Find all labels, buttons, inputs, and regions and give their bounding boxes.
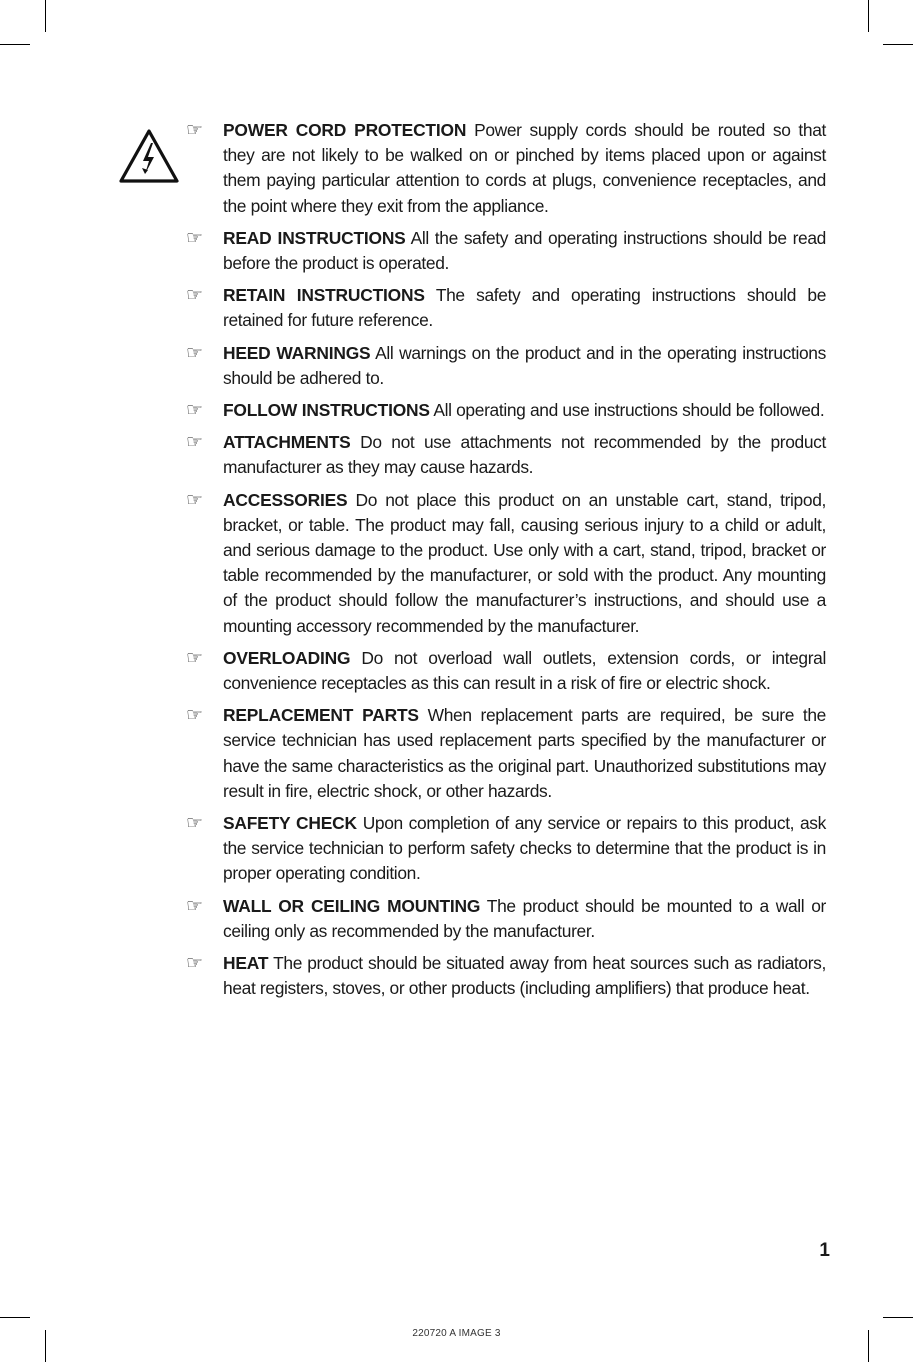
pointing-hand-icon: ☞: [186, 432, 204, 454]
pointing-hand-icon: ☞: [186, 895, 204, 917]
crop-mark: [868, 1330, 869, 1362]
crop-mark: [883, 1317, 913, 1318]
page-number: 1: [819, 1240, 830, 1261]
list-item-description: All the safety and operating instructions should be read before the product is operated.: [223, 227, 827, 274]
list-item-description: Upon completion of any service or repairs to this product, ask the service technician to perform safety checks to determine that the product is in proper operating condition.: [223, 813, 826, 884]
list-item-description: Do not place this product on an unstable cart, stand, tripod, bracket, or table. The product may fall, causing serious injury to a child or adult, and serious damage to the product. Use only with a cart, stand, tripod, bracket or table recommended by the manufacturer, or sold with the product. Any mounting of the product should follow the manufacturer’s instructions, and should use a mounting accessory recommended by the manufacturer.: [223, 489, 827, 636]
list-item-description: All operating and use instructions should be followed.: [433, 400, 825, 421]
list-item: [186, 283, 826, 333]
list-item-description: The safety and operating instructions should be retained for future reference.: [223, 285, 827, 331]
list-item-text: [223, 811, 826, 887]
list-item-title: SAFETY CHECK: [223, 813, 357, 834]
list-item-text: [223, 341, 826, 391]
list-item-description: The product should be mounted to a wall or ceiling only as recommended by the manufacturer.: [223, 895, 826, 941]
pointing-hand-icon: ☞: [186, 400, 204, 422]
list-item-title: OVERLOADING: [223, 647, 351, 668]
list-item-text: [223, 488, 826, 639]
list-item-title: REPLACEMENT PARTS: [223, 705, 419, 726]
list-item-text: [223, 951, 826, 1001]
pointing-hand-icon: ☞: [186, 953, 204, 975]
list-item-text: [223, 703, 826, 804]
list-item: [186, 951, 826, 1001]
list-item-description: All warnings on the product and in the operating instructions should be adhered to.: [223, 342, 826, 388]
pointing-hand-icon: ☞: [186, 120, 204, 141]
pointing-hand-icon: ☞: [186, 647, 204, 669]
crop-mark: [883, 44, 913, 45]
crop-mark: [45, 1330, 46, 1362]
list-item-title: RETAIN INSTRUCTIONS: [223, 285, 425, 306]
list-item-text: [223, 894, 826, 944]
list-item-title: ATTACHMENTS: [223, 432, 351, 453]
list-item: [186, 118, 826, 219]
crop-mark: [868, 0, 869, 32]
list-item-description: Do not overload wall outlets, extension cords, or integral convenience receptacles as this can result in a risk of fire or electric shock.: [223, 647, 826, 694]
list-item-text: [223, 118, 826, 219]
pointing-hand-icon: ☞: [186, 489, 204, 511]
list-item-description: When replacement parts are required, be sure the service technician has used replacement parts specified by the manufacturer or have the same characteristics as the original part. Unauthorized substitutions may result in fire, electric shock, or other hazards.: [223, 705, 827, 801]
list-item-title: FOLLOW INSTRUCTIONS: [223, 400, 430, 421]
list-item-title: HEAT: [223, 953, 269, 974]
pointing-hand-icon: ☞: [186, 285, 204, 307]
crop-mark: [0, 1317, 30, 1318]
pointing-hand-icon: ☞: [186, 813, 204, 835]
list-item: [186, 341, 826, 391]
list-item-title: WALL OR CEILING MOUNTING: [223, 895, 481, 916]
electric-shock-warning-icon: [118, 128, 180, 184]
list-item-description: Power supply cords should be routed so that they are not likely to be walked on or pinched by items placed upon or against them paying particular attention to cords at plugs, convenience receptacles, and the point where they exit from the appliance.: [223, 120, 827, 216]
list-item: [186, 703, 826, 804]
crop-mark: [0, 44, 30, 45]
list-item-title: HEED WARNINGS: [223, 342, 371, 363]
list-item: [186, 430, 826, 480]
list-item-text: [223, 283, 826, 333]
list-item-text: [223, 226, 826, 276]
list-item: [186, 226, 826, 276]
list-item: [186, 646, 826, 696]
crop-mark: [45, 0, 46, 32]
list-item-title: READ INSTRUCTIONS: [223, 227, 406, 248]
list-item: [186, 488, 826, 639]
list-item: [186, 894, 826, 944]
list-item: [186, 811, 826, 887]
list-item-title: POWER CORD PROTECTION: [223, 120, 467, 140]
footer-code: 220720 A IMAGE 3: [412, 1328, 501, 1339]
safety-instructions-list: [186, 118, 826, 1009]
list-item-description: Do not use attachments not recommended by the product manufacturer as they may cause hazards.: [223, 432, 827, 478]
pointing-hand-icon: ☞: [186, 342, 204, 364]
list-item-title: ACCESSORIES: [223, 489, 348, 510]
list-item-text: [223, 398, 826, 423]
list-item-text: [223, 430, 826, 480]
pointing-hand-icon: ☞: [186, 705, 204, 727]
list-item: [186, 398, 826, 423]
pointing-hand-icon: ☞: [186, 227, 204, 249]
list-item-text: [223, 646, 826, 696]
list-item-description: The product should be situated away from heat sources such as radiators, heat registers, stoves, or other products (including amplifiers) that produce heat.: [223, 953, 826, 999]
